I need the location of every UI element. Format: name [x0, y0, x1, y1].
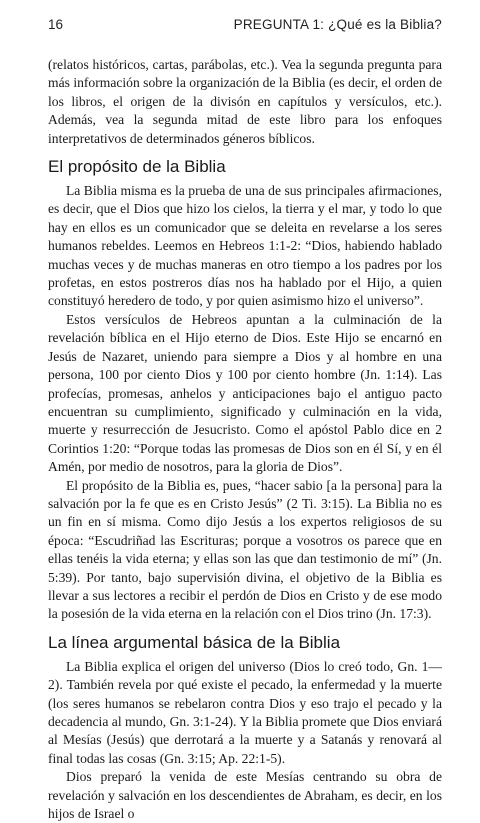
- paragraph: (relatos históricos, cartas, parábolas, etc.). Vea la segunda pregunta para más información sobre la organización de la Biblia (es decir, el orden de los libros, el origen de la divisón en capítulos y versículos, etc.). Además, vea la segunda mitad de este libro para los enfoques interpretativos de determinados géneros bíblicos.: [48, 57, 442, 146]
- page-body: [48, 56, 442, 823]
- page-number: 16: [48, 17, 64, 32]
- chapter-title: PREGUNTA 1: ¿Qué es la Biblia?: [233, 17, 442, 32]
- paragraph: La Biblia explica el origen del universo (Dios lo creó todo, Gn. 1—2). También revela por qué existe el pecado, la enfermedad y la muerte (los seres humanos se rebelaron contra Dios y eso trajo el pecado y la decadencia al mundo, Gn. 3:1-24). Y la Biblia promete que Dios enviará al Mesías (Jesús) que derrotará a la muerte y a Satanás y renovará al final todas las cosas (Gn. 3:15; Ap. 22:1-5).: [48, 658, 442, 766]
- paragraph: Estos versículos de Hebreos apuntan a la culminación de la revelación bíblica en el Hijo eterno de Dios. Este Hijo se encarnó en Jesús de Nazaret, uniendo para siempre a Dios y al hombre en una persona, 100 por ciento Dios y 100 por ciento hombre (Jn. 1:14). Las profecías, promesas, anhelos y anticipaciones bajo el antiguo pacto encuentran su cumplimiento, significado y culminación en la vida, muerte y resurrección de Jesucristo. Como el apóstol Pablo dice en 2 Corintios 1:20: “Porque todas las promesas de Dios son en él Sí, y en él Amén, por medio de nosotros, para la gloria de Dios”.: [48, 311, 442, 475]
- paragraph: Dios preparó la venida de este Mesías centrando su obra de revelación y salvación en los descendientes de Abraham, es decir, en los hijos de Israel o: [48, 769, 442, 822]
- section-heading-purpose: El propósito de la Biblia: [48, 157, 226, 177]
- paragraph: La Biblia misma es la prueba de una de sus principales afirmaciones, es decir, que el Dios que hizo los cielos, la tierra y el mar, y todo lo que hay en ellos es un comunicador que se deleita en revelarse a los seres humanos rebeldes. Leemos en Hebreos 1:1-2: “Dios, habiendo hablado muchas veces y de muchas maneras en otro tiempo a los padres por los profetas, en estos postreros días nos ha hablado por el Hijo, a quien constituyó heredero de todo, y por quien asimismo hizo el universo”.: [48, 183, 442, 309]
- paragraph: El propósito de la Biblia es, pues, “hacer sabio [a la persona] para la salvación por la fe que es en Cristo Jesús” (2 Ti. 3:15). La Biblia no es un fin en sí misma. Como dijo Jesús a los expertos religiosos de su época: “Escudriñad las Escrituras; porque a vosotros os parece que en ellas tenéis la vida eterna; y ellas son las que dan testimonio de mí” (Jn. 5:39). Por tanto, bajo supervisión divina, el objetivo de la Biblia es llevar a sus lectores a recibir el perdón de Dios en Cristo y de ese modo la posesión de la vida eterna en la relación con el Dios trino (Jn. 17:3).: [48, 477, 442, 622]
- section-heading-storyline: La línea argumental básica de la Biblia: [48, 632, 341, 652]
- running-header: [48, 17, 442, 37]
